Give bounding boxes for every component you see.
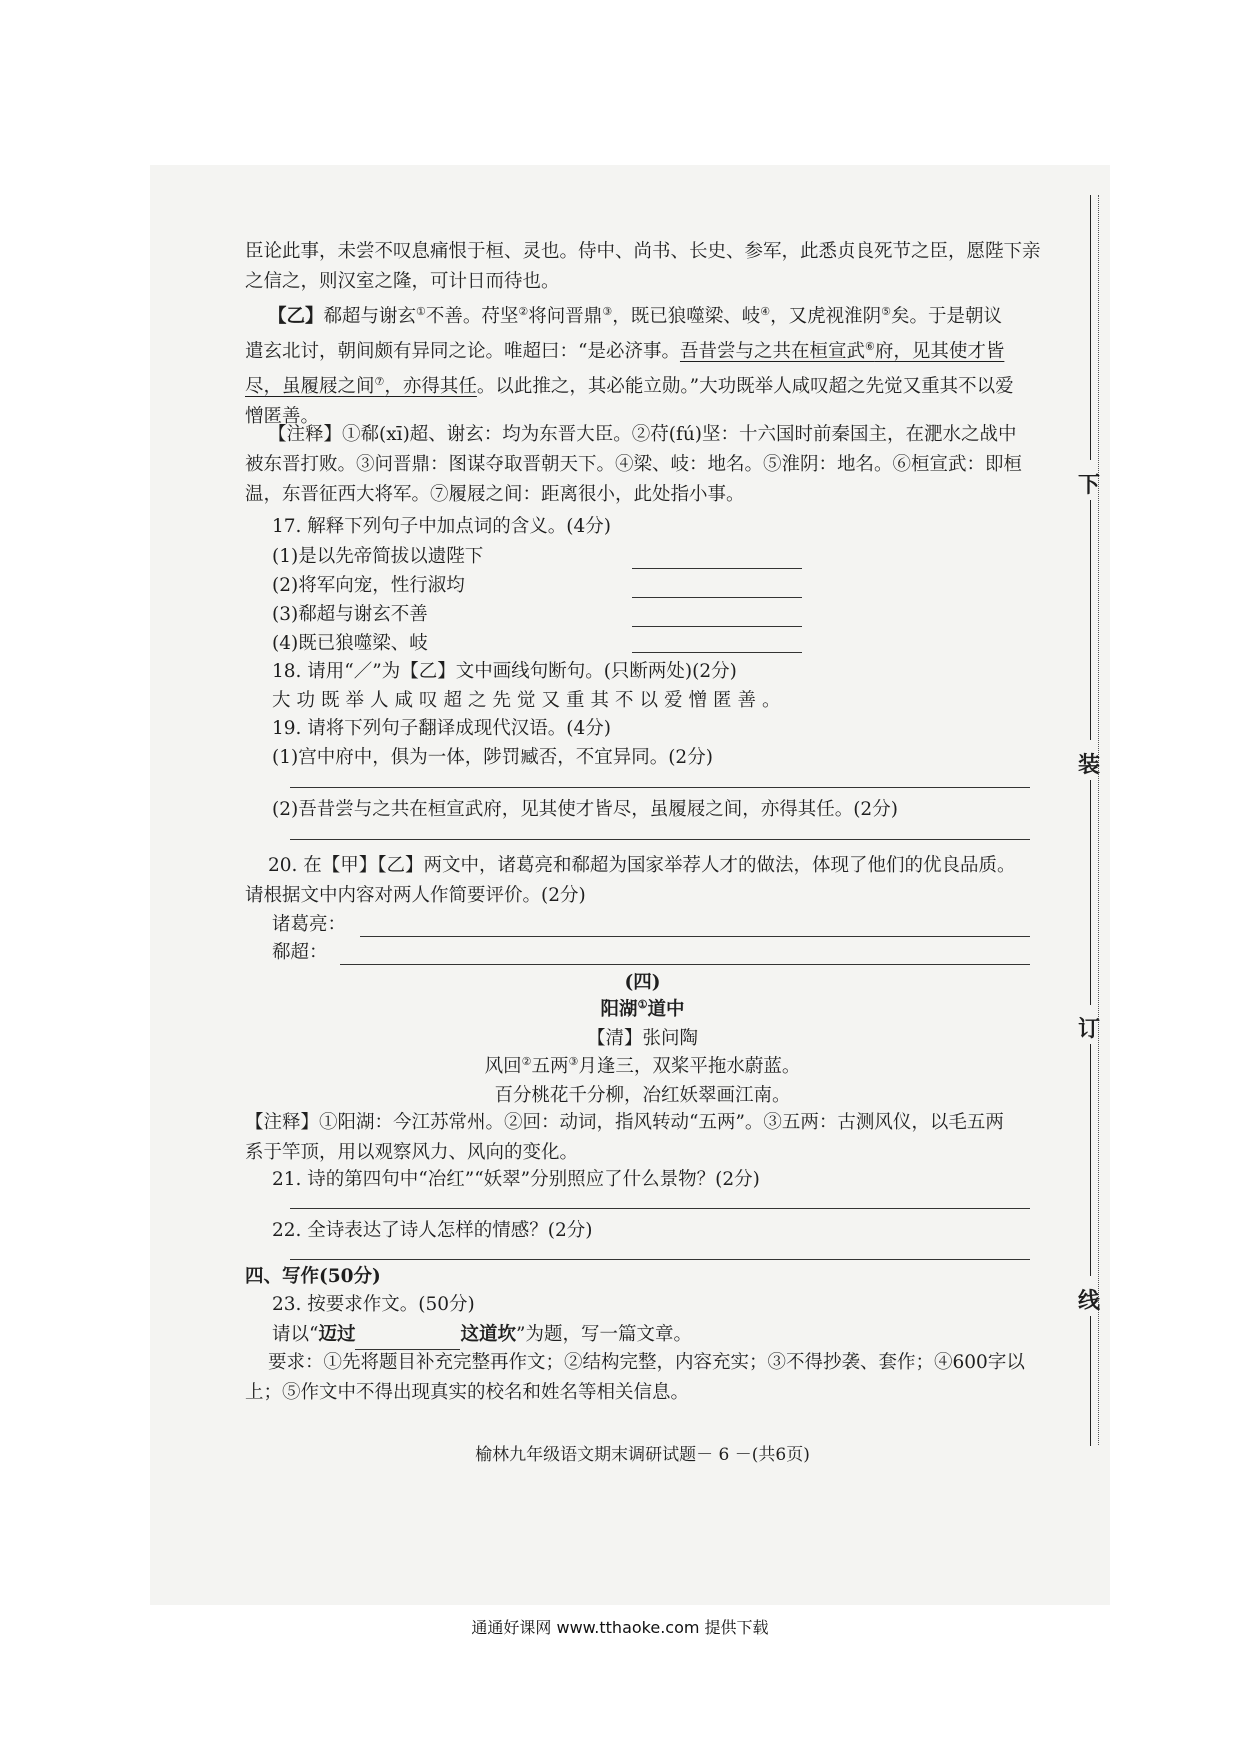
answer-line[interactable] [360,936,1030,937]
underlined-text: 吾昔尝与之共在桓宣武⑥府，见其使才皆 [679,340,1005,363]
q19-item: (2)吾昔尝与之共在桓宣武府，见其使才皆尽，虽履屐之间，亦得其任。(2分) [272,799,898,820]
answer-line[interactable] [632,568,802,569]
answer-line[interactable] [632,626,802,627]
binding-line [1090,500,1091,740]
section-heading: (四) [624,972,661,993]
req-line: 要求：①先将题目补充完整再作文；②结构完整，内容充实；③不得抄袭、套作；④600字以 [268,1352,1025,1373]
binding-char: 下 [1078,472,1101,498]
q23-title: 23. 按要求作文。(50分) [272,1294,475,1315]
answer-line[interactable] [632,597,802,598]
binding-dotted-line [1098,195,1099,1445]
q19-title: 19. 请将下列句子翻译成现代汉语。(4分) [272,718,612,739]
q20-zhuge-label: 诸葛亮： [272,914,347,935]
note-line: 【注释】①郗(xī)超、谢玄：均为东晋大臣。②苻(fú)坚：十六国时前秦国主，在淝水之战中 [268,424,1017,445]
binding-line [1090,195,1091,460]
text-line: 【乙】郗超与谢玄①不善。苻坚②将问晋鼎③，既已狼噬梁、岐④，又虎视淮阴⑤矣。于是朝议 [268,305,1002,328]
binding-line [1090,780,1091,1005]
notes-yi [245,420,1040,510]
poem-title: 阳湖①道中 [600,997,685,1020]
answer-line[interactable] [290,1208,1030,1209]
text-line: 之信之，则汉室之隆，可计日而待也。 [245,271,560,292]
underlined-text: 尽，虽履屐之间⑦，亦得其任 [245,375,477,398]
binding-char: 线 [1078,1288,1101,1314]
note-line: 系于竿顶，用以观察风力、风向的变化。 [245,1142,579,1163]
binding-char: 订 [1078,1016,1101,1042]
download-watermark: 通通好课网 www.tthaoke.com 提供下载 [471,1618,769,1637]
binding-line [1090,1044,1091,1276]
text-line: 遣玄北讨，朝间颇有异同之论。唯超曰：“是必济事。吾昔尝与之共在桓宣武⑥府，见其使才皆 [245,340,1005,363]
answer-line[interactable] [290,839,1030,840]
q21-title: 21. 诗的第四句中“冶红”“妖翠”分别照应了什么景物？(2分) [272,1169,760,1190]
q20-line: 请根据文中内容对两人作简要评价。(2分) [245,885,586,906]
q17-item: (3)郗超与谢玄不善 [272,604,428,625]
q18-sentence: 大功既举人咸叹超之先觉又重其不以爱憎匿善。 [272,690,787,711]
page-footer: 榆林九年级语文期末调研试题－ 6 －(共6页) [475,1445,810,1465]
answer-line[interactable] [290,1259,1030,1260]
poem-notes [245,1108,1040,1168]
binding-char: 装 [1078,752,1101,778]
answer-line[interactable] [340,964,1030,965]
q23-prompt: 请以“迈过 这道坎”为题，写一篇文章。 [272,1319,1052,1350]
text-line: 尽，虽履屐之间⑦，亦得其任。以此推之，其必能立勋。”大功既举人咸叹超之先觉又重其不以爱 [245,375,1014,398]
passage-jia-end [245,237,1040,297]
q20 [245,851,1040,911]
q22-title: 22. 全诗表达了诗人怎样的情感？(2分) [272,1220,593,1241]
q17-item: (2)将军向宠，性行淑均 [272,575,465,596]
q17-title: 17. 解释下列句子中加点词的含义。(4分) [272,516,612,537]
q17-item: (4)既已狼噬梁、岐 [272,633,428,654]
req-line: 上；⑤作文中不得出现真实的校名和姓名等相关信息。 [245,1382,690,1403]
poem-line: 风回②五两③月逢三，双桨平拖水蔚蓝。 [484,1054,801,1077]
answer-line[interactable] [632,652,802,653]
writing-heading: 四、写作(50分) [245,1266,381,1287]
text-line: 憎匿善。 [245,406,320,428]
answer-line[interactable] [290,787,1030,788]
title-blank[interactable] [355,1319,460,1350]
passage-yi [245,297,1040,432]
q20-line: 20. 在【甲】【乙】两文中，诸葛亮和郗超为国家举荐人才的做法，体现了他们的优良品质。 [268,855,1016,876]
binding-line [1090,1316,1091,1446]
poem-author: 【清】张问陶 [586,1028,698,1049]
q23-requirements [245,1348,1040,1408]
text-line: 臣论此事，未尝不叹息痛恨于桓、灵也。侍中、尚书、长史、参军，此悉贞良死节之臣，愿陛下亲 [245,241,1041,262]
q17-item: (1)是以先帝简拔以遗陛下 [272,546,484,567]
q19-item: (1)宫中府中，俱为一体，陟罚臧否，不宜异同。(2分) [272,747,713,768]
note-line: 【注释】①阳湖：今江苏常州。②回：动词，指风转动“五两”。③五两：古测风仪，以毛五两 [245,1112,1004,1133]
poem-line: 百分桃花千分柳，冶红妖翠画江南。 [494,1085,791,1106]
note-line: 温，东晋征西大将军。⑦履屐之间：距离很小，此处指小事。 [245,484,745,505]
note-line: 被东晋打败。③问晋鼎：图谋夺取晋朝天下。④梁、岐：地名。⑤淮阴：地名。⑥桓宣武：即桓 [245,454,1023,475]
q20-xichao-label: 郗超： [272,942,328,963]
q18-title: 18. 请用“／”为【乙】文中画线句断句。(只断两处)(2分) [272,661,737,682]
